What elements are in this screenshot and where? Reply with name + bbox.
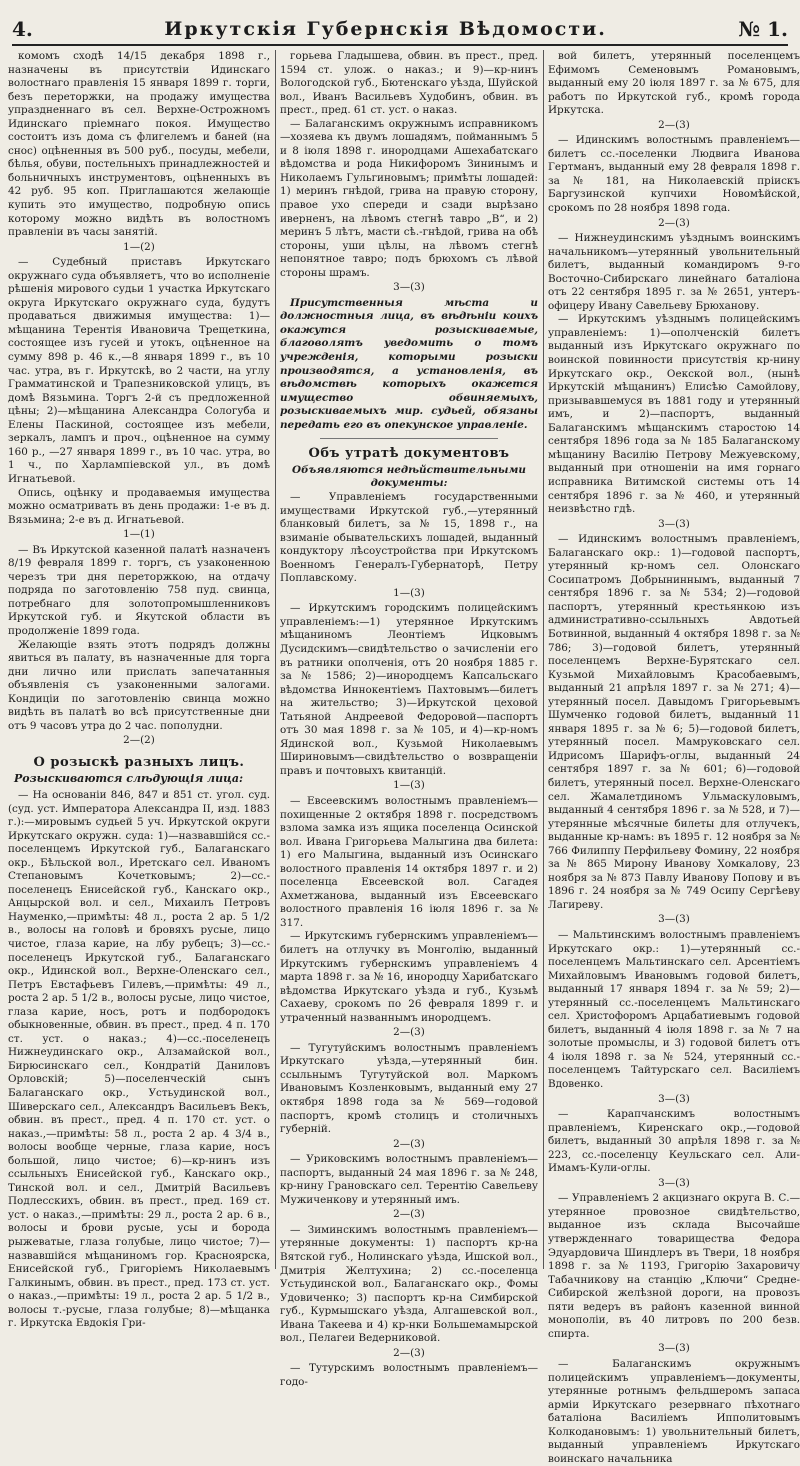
- notice-paragraph: — Судебный приставъ Иркутскаго окружнаго суда объявляетъ, что во исполненіе рѣшенія мирового судьи 1 участка Иркутскаго округа Иркутскаго окружнаго суда, будутъ продаваться движимыя имущества: 1)—мѣщанина Терентія Ивановича Трещеткина, состоящее изъ гусей и утокъ, оцѣненное на сумму 898 р. 46 к.,—8 января 1899 г., въ 10 час. утра, въ г. Иркутскѣ, во 2 части, на углу Грамматинской и Трапезниковской улицъ, въ домѣ Вязьмина. Торгъ 2-й съ предложенной цѣны; 2)—мѣщанина Александра Сологуба и Елены Паскиной, состоящее изъ мебели, зеркалъ, лампъ и проч., оцѣненное на сумму 160 р., —27 января 1899 г., въ 10 час. утра, во 1 ч., по Харлампіевской ул., въ домѣ Игнатьевой.: [8, 256, 270, 485]
- publication-mark: 3—(3): [393, 281, 425, 294]
- publication-mark: 1—(1): [123, 528, 155, 541]
- notice-paragraph: Желающіе взять этотъ подрядъ должны явиться въ палату, въ назначенные для торга дни лично или прислать запечатанныя объявленія съ узаконенными залогами. Кондиціи по заготовленію свинца можно видѣть въ палатѣ во всѣ присутственные дни отъ 9 часовъ утра до 2 час. пополудни.: [8, 638, 270, 732]
- publication-mark: 2—(3): [658, 118, 690, 131]
- publication-mark: 2—(3): [393, 1026, 425, 1039]
- notice-paragraph: — Балаганскимъ окружнымъ исправникомъ—хозяева къ двумъ лошадямъ, пойманнымъ 5 и 8 іюля 1898 г. инородцами Ашехабатскаго вѣдомства и рода Никифоромъ Зининымъ и Николаемъ Гульгиновымъ; примѣты лошадей: 1) меринъ гнѣдой, грива на правую сторону, правое ухо спереди и сзади вырѣзано иверненъ, на лѣвомъ стегнѣ тавро „В“, и 2) меринъ 5 лѣтъ, масти сѣ.-гнѣдой, грива на обѣ стороны, уши цѣлы, на лѣвомъ стегнѣ непонятное тавро; подъ брюхомъ съ лѣвой стороны шрамъ.: [280, 117, 538, 279]
- columns: [8, 50, 800, 1465]
- publication-mark: 2—(2): [123, 734, 155, 747]
- column-divider: [275, 50, 276, 1269]
- publication-mark: 2—(3): [393, 1137, 425, 1150]
- notice-paragraph: комомъ сходѣ 14/15 декабря 1898 г., назначены въ присутствіи Идинскаго волостнаго правленія 15 января 1899 г. торги, безъ переторжки, на продажу имущества упраздненнаго въ сел. Верхне-Острожномъ Идинскаго пріемнаго покоя. Имущество состоитъ изъ дома съ флигелемъ и баней (на снос) оцѣненныя въ 500 руб., посуды, мебели, бѣлья, обуви, постельныхъ принадлежностей и больничныхъ инструментовъ, оцѣненныхъ въ 42 руб. 95 коп. Приглашаются желающіе купить это имущество, подробную опись которому можно видѣть въ волостномъ правленіи въ часы занятій.: [8, 50, 270, 239]
- publication-mark: 1—(3): [393, 779, 425, 792]
- subsection-heading: Объявляются недѣйствительными документы:: [292, 463, 526, 490]
- publication-mark: 3—(3): [658, 1092, 690, 1105]
- notice-paragraph: — Въ Иркутской казенной палатѣ назначенъ 8/19 февраля 1899 г. торгъ, съ узаконенною черезъ три дня переторжкою, на отдачу подряда по заготовленію 758 пуд. свинца, потребнаго для золотопромышленниковъ Иркутской губ. и Якутской области въ продолженіе 1899 года.: [8, 543, 270, 637]
- notice-paragraph: — Идинскимъ волостнымъ правленіемъ, Балаганскаго окр.: 1)—годовой паспортъ, утерянный кр-номъ сел. Олонскаго Сосипатромъ Добрыниннымъ, выданный 7 сентября 1896 г. за № 534; 2)—годовой паспортъ, утерянный крестьянкою изъ административно-ссыльныхъ Авдотьей Ботвинной, выданный 4 октября 1898 г. за № 786; 3)—годовой билетъ, утерянный поселенцемъ Верхне-Бурятскаго сел. Кузьмой Михайловымъ Красобаевымъ, выданный 21 апрѣля 1897 г. за № 271; 4)—утерянный посел. Давыдомъ Григорьевымъ Шумченко годовой билетъ, выданный 11 января 1895 г. за № 6; 5)—годовой билетъ, утерянный посел. Мамруковскаго сел. Идрисомъ Шарифъ-оглы, выданный 24 сентября 1897 г. за № 601; 6)—годовой билетъ, утерянный посел. Верхне-Оленскаго сел. Жамалетдиномъ Ульмаскуловымъ, выданный 4 сентября 1896 г. за № 528, и 7)—утерянные мѣсячные билеты для отлучекъ, выданные кр-намъ: въ 1895 г. 12 ноября за № 766 Филиппу Перфильеву Фомину, 22 ноября за № 865 Мирону Иванову Хомкалову, 23 ноября за № 873 Павлу Иванову Попову и въ 1896 г. 24 ноября за № 749 Осипу Сергѣеву Лагиреву.: [548, 533, 800, 911]
- publication-mark: 1—(3): [393, 586, 425, 599]
- publication-mark: 2—(3): [658, 216, 690, 229]
- notice-paragraph: Присутственныя мѣста и должностныя лица, въ вѣдѣніи коихъ окажутся розыскиваемые, благоволятъ уведомить о томъ учрежденія, которыми розыски производятся, а установленія, въ вѣдомствѣ которыхъ окажется имущество обвиняемыхъ, розыскиваемыхъ мир. судьей, обязаны передать его въ опекунское управленіе.: [280, 296, 538, 431]
- section-heading: О розыскѣ разныхъ лицъ.: [33, 754, 245, 770]
- subsection-heading: Розыскиваются слѣдующія лица:: [14, 772, 244, 786]
- notice-paragraph: — На основаніи 846, 847 и 851 ст. угол. суд. (суд. уст. Императора Александра II, изд. 1883 г.):—мировымъ судьей 5 уч. Иркутской округи Иркутскаго окружн. суда: 1)—назвавшійся сс.-поселенцемъ Иркутской губ., Балаганскаго окр., Бѣльской вол., Иретскаго сел. Иваномъ Степановымъ Кочетковымъ; 2)—сс.-поселенецъ Енисейской губ., Канскаго окр., Анцырской вол. и сел., Михаилъ Петровъ Науменко,—примѣты: 48 л., роста 2 ар. 5 1/2 в., волосы на головѣ и бровяхъ русые, лицо чистое, глаза карие, на лбу рубецъ; 3)—сс.-поселенецъ Иркутской губ., Балаганскаго окр., Идинской вол., Верхне-Оленскаго сел., Петръ Евстафьевъ Гилевъ,—примѣты: 49 л., роста 2 ар. 5 1/2 в., волосы русые, лицо чистое, глаза карие, носъ, ротъ и подбородокъ обыкновенные, обвин. въ прест., пред. 4 п. 170 ст. уст. о наказ.; 4)—сс.-поселенецъ Нижнеудинскаго окр., Алзамайской вол., Бирюсинскаго сел., Кондратій Даниловъ Орловскій; 5)—поселенческій сынъ Балаганскаго окр., Устьудинской вол., Шиверскаго сел., Александръ Васильевъ Векъ, обвин. въ прест., пред. 4 п. 170 ст. уст. о наказ.,—примѣты: 58 л., роста 2 ар. 4 3/4 в., волосы вообще черные, глаза карие, носъ большой, лицо чистое; 6)—кр-нинъ изъ ссыльныхъ Енисейской губ., Канскаго окр., Тинской вол. и сел., Дмитрій Васильевъ Подлесскихъ, обвин. въ прест., пред. 169 ст. уст. о наказ.,—примѣты: 29 л., роста 2 ар. 6 в., волосы и брови русые, усы и борода рыжеватые, глаза голубые, лицо чистое; 7)—назвавшійся мѣщаниномъ гор. Красноярска, Енисейской губ., Григоріемъ Николаевымъ Галкинымъ, обвин. въ прест., пред. 173 ст. уст. о наказ.,—примѣты: 19 л., роста 2 ар. 5 1/2 в., волосы т.-русые, глаза голубые; 8)—мѣщанка г. Иркутска Евдокія Гри-: [8, 788, 270, 1330]
- section-heading: Объ утратѣ документовъ: [308, 446, 510, 462]
- notice-paragraph: — Евсеевскимъ волостнымъ правленіемъ—похищенные 2 октября 1898 г. посредствомъ взлома замка изъ ящика поселенца Осинской вол. Ивана Григорьева Малыгина два билета: 1) его Малыгина, выданный изъ Осинскаго волостного правленія 14 октября 1897 г. и 2) поселенца Евсеевской вол. Сагадея Ахметжанова, выданный изъ Евсеевскаго волостного правленія 16 іюля 1896 г. за № 317.: [280, 794, 538, 929]
- publication-mark: 3—(3): [658, 517, 690, 530]
- notice-paragraph: — Иркутскимъ городскимъ полицейскимъ управленіемъ:—1) утерянное Иркутскимъ мѣщаниномъ Леонтіемъ Ицковымъ Дусидскимъ—свидѣтельство о зачисленіи его въ ратники ополченія, отъ 20 ноября 1885 г. за № 1586; 2)—инородцемъ Капсальскаго вѣдомства Иннокентіемъ Пахтовымъ—билетъ на жительство; 3)—Иркутской цеховой Татьяной Андреевой Федоровой—паспортъ отъ 30 мая 1898 г. за № 105, и 4)—кр-номъ Ядинской вол., Кузьмой Николаевымъ Шириновымъ—свидѣтельство о возвращеніи правъ и почтовыхъ квитанцій.: [280, 602, 538, 777]
- column-3: [548, 50, 800, 1465]
- section-separator: [320, 438, 498, 439]
- page-header: [12, 14, 788, 46]
- notice-paragraph: — Идинскимъ волостнымъ правленіемъ—билетъ сс.-поселенки Людвига Ивановa Гертманъ, выданный ему 28 февраля 1898 г. за № 181, на Николаевскій пріискъ Баргузинской купчихи Новомѣйской, срокомъ по 28 ноября 1898 года.: [548, 134, 800, 215]
- notice-paragraph: — Управленіемъ 2 акцизнаго округа В. С.—утерянное провозное свидѣтельство, выданное изъ склада Высочайше утвержденнаго товарищества Федора Эдуардовича Шиндлеръ въ Твери, 18 ноября 1898 г. за № 1193, Григорію Захаровичу Табачникову на станцію „Ключи“ Средне-Сибирской желѣзной дороги, на провозъ пяти ведеръ въ районъ казенной винной монополіи, въ 40 литровъ по 200 безв. спирта.: [548, 1192, 800, 1340]
- publication-mark: 3—(3): [658, 1176, 690, 1189]
- column-divider: [543, 50, 544, 1269]
- notice-paragraph: — Зиминскимъ волостнымъ правленіемъ—утерянные документы: 1) паспортъ кр-на Вятской губ., Нолинскаго уѣзда, Ишской вол., Дмитрія Желтухина; 2) сс.-поселенца Устьудинской вол., Балаганскаго окр., Фомы Удовиченко; 3) паспортъ кр-на Симбирской губ., Курмышскаго уѣзда, Алгашевской вол., Ивана Такеева и 4) кр-нки Большемамырской вол., Пелагеи Ведерниковой.: [280, 1223, 538, 1345]
- notice-paragraph: — Тутурскимъ волостнымъ правленіемъ—годо-: [280, 1362, 538, 1388]
- notice-paragraph: горьева Гладышева, обвин. въ прест., пред. 1594 ст. улож. о наказ.; и 9)—кр-нинъ Вологодской губ., Бютенскаго уѣзда, Шуйской вол., Иванъ Васильевъ Худобинъ, обвин. въ прест., пред. 61 ст. уст. о наказ.: [280, 50, 539, 117]
- newspaper-title: Иркутскія Губернскія Вѣдомости.: [164, 18, 607, 40]
- notice-paragraph: — Управленіемъ государственными имуществами Иркутской губ.,—утерянный бланковый билетъ, за № 15, 1898 г., на взиманіе обывательскихъ лошадей, выданный кондуктору лѣсоустройства при Иркутскомъ Военномъ Генералъ-Губернаторѣ, Петру Поплавскому.: [280, 490, 538, 585]
- notice-paragraph: — Иркутскимъ уѣзднымъ полицейскимъ управленіемъ: 1)—ополченскій билетъ выданный изъ Иркутскаго окружнаго по воинской повинности присутствія кр-нину Иркутскаго окр., Оекской вол., (нынѣ Иркутскій мѣщанинъ) Елисѣю Самойлову, призывавшемуся въ 1881 году и утерянный имъ, и 2)—паспортъ, выданный Балаганскимъ мѣщанскимъ старостою 14 сентября 1896 года за № 185 Балаганскому мѣщанину Василію Петрову Межуевскому, выданный при отношеніи на имя горнаго исправника Витимской системы отъ 14 сентября 1896 г. за № 460, и утерянный неизвѣстно гдѣ.: [548, 313, 800, 516]
- notice-paragraph: — Уриковскимъ волостнымъ правленіемъ—паспортъ, выданный 24 мая 1896 г. за № 248, кр-нину Грановскаго сел. Терентію Савельеву Мужиченкову и утерянный имъ.: [280, 1153, 538, 1206]
- publication-mark: 3—(3): [658, 1342, 690, 1355]
- column-2: [280, 50, 539, 1388]
- column-1: [8, 50, 270, 1330]
- notice-paragraph: Опись, оцѣнку и продаваемыя имущества можно осматривать въ день продажи: 1-е въ д. Вязьмина; 2-е въ д. Игнатьевой.: [8, 486, 270, 526]
- notice-paragraph: — Мальтинскимъ волостнымъ правленіемъ Иркутскаго окр.: 1)—утерянный сс.-поселенцемъ Мальтинскаго сел. Арсентіемъ Михайловымъ Ивановымъ годовой билетъ, выданный 17 января 1894 г. за № 59; 2)—утерянный сс.-поселенцемъ Мальтинскаго сел. Христофоромъ Арцабатиевымъ годовой билетъ, выданный 4 іюля 1898 г. за № 7 на золотые промыслы, и 3) годовой билетъ отъ 4 іюля 1898 г. за № 524, утерянный сс.-поселенцемъ Тайтурскаго сел. Василіемъ Вдовенко.: [548, 929, 800, 1091]
- notice-paragraph: — Балаганскимъ окружнымъ полицейскимъ управленіемъ—документы, утерянные ротнымъ фельдшеромъ запаса арміи Иркутскаго резервнаго пѣхотнаго баталіона Василіемъ Ипполитовымъ Колкодановымъ: 1) увольнительный билетъ, выданный управленіемъ Иркутскаго воинскаго начальника: [548, 1357, 800, 1465]
- notice-paragraph: — Иркутскимъ губернскимъ управленіемъ—билетъ на отлучку въ Монголію, выданный Иркутскимъ губернскимъ управленіемъ 4 марта 1898 г. за № 16, инородцу Харибатскаго вѣдомства Иркутскаго уѣзда и губ., Кузьмѣ Сахаеву, срокомъ по 26 февраля 1899 г. и утраченный названнымъ инородцемъ.: [280, 930, 538, 1024]
- publication-mark: 2—(3): [393, 1346, 425, 1359]
- publication-mark: 1—(2): [123, 240, 155, 253]
- issue-number: № 1.: [738, 17, 788, 41]
- notice-paragraph: — Нижнеудинскимъ уѣзднымъ воинскимъ начальникомъ—утерянный увольнительный билетъ, выданный командиромъ 9-го Восточно-Сибирскаго линейнаго баталіона отъ 22 сентября 1895 г. за № 2651, унтеръ-офицеру Ивану Савельеву Брюханову.: [548, 232, 800, 312]
- page-number: 4.: [12, 17, 33, 41]
- notice-paragraph: — Тугутуйскимъ волостнымъ правленіемъ Иркутскаго уѣзда,—утерянный бин. ссыльнымъ Тугутуйской вол. Маркомъ Ивановымъ Козленковымъ, выданный ему 27 октября 1898 года за № 569—годовой паспортъ, кромѣ столицъ и столичныхъ губерній.: [280, 1041, 538, 1136]
- notice-paragraph: вой билетъ, утерянный поселенцемъ Ефимомъ Семеновымъ Романовымъ, выданный ему 20 іюля 1897 г. за № 675, для работъ по Иркутской губ., кромѣ города Иркутска.: [548, 50, 800, 117]
- publication-mark: 2—(3): [393, 1208, 425, 1221]
- publication-mark: 3—(3): [658, 913, 690, 926]
- notice-paragraph: — Карапчанскимъ волостнымъ правленіемъ, Киренскаго окр.,—годовой билетъ, выданный 30 апрѣля 1898 г. за № 223, сс.-поселенцу Кеульскаго сел. Али-Имамъ-Кули-оглы.: [548, 1108, 800, 1175]
